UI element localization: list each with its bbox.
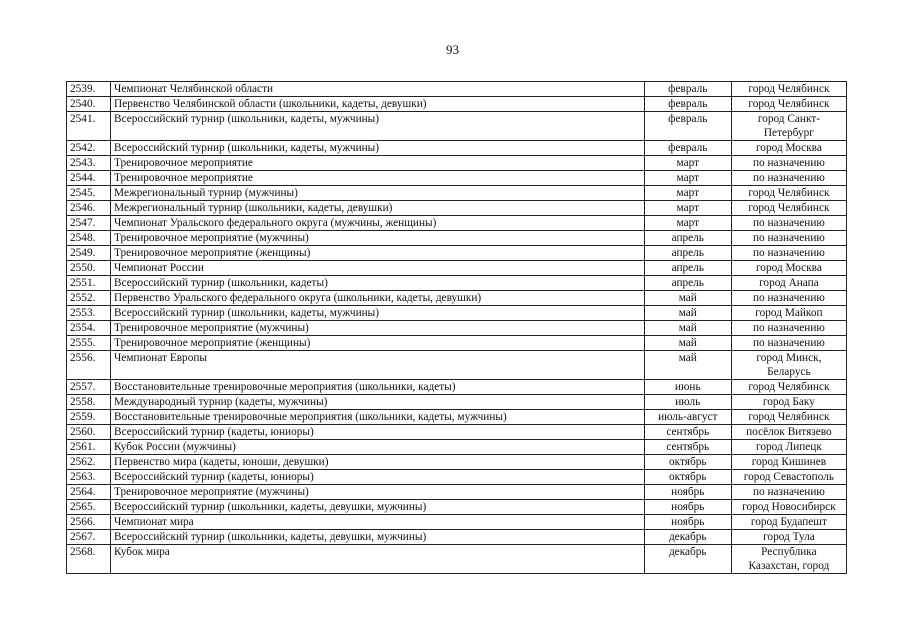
event-name: Тренировочное мероприятие [111,156,645,171]
event-place: посёлок Витязево [731,425,846,440]
row-number: 2560. [67,425,111,440]
event-month: март [644,171,731,186]
row-number: 2546. [67,201,111,216]
event-place: по назначению [731,156,846,171]
row-number: 2564. [67,485,111,500]
table-row [67,500,847,515]
row-number: 2568. [67,545,111,574]
event-name: Кубок мира [111,545,645,574]
table-row [67,216,847,231]
row-number: 2566. [67,515,111,530]
table-row [67,485,847,500]
table-row [67,470,847,485]
event-month: апрель [644,231,731,246]
event-name: Первенство мира (кадеты, юноши, девушки) [111,455,645,470]
row-number: 2544. [67,171,111,186]
table-row [67,291,847,306]
event-month: март [644,201,731,216]
row-number: 2552. [67,291,111,306]
table-row [67,425,847,440]
event-place: по назначению [731,291,846,306]
event-place: город Липецк [731,440,846,455]
event-month: февраль [644,112,731,141]
row-number: 2559. [67,410,111,425]
event-name: Восстановительные тренировочные мероприятия (школьники, кадеты, мужчины) [111,410,645,425]
row-number: 2540. [67,97,111,112]
row-number: 2539. [67,82,111,97]
event-place: город Новосибирск [731,500,846,515]
event-place: по назначению [731,485,846,500]
event-month: апрель [644,261,731,276]
event-place: по назначению [731,321,846,336]
table-row [67,545,847,574]
event-month: ноябрь [644,515,731,530]
event-place: город Челябинск [731,201,846,216]
event-month: октябрь [644,470,731,485]
page-number: 93 [446,42,459,57]
event-place: город Челябинск [731,186,846,201]
event-name: Тренировочное мероприятие (мужчины) [111,321,645,336]
event-place: по назначению [731,336,846,351]
event-name: Всероссийский турнир (школьники, кадеты, девушки, мужчины) [111,530,645,545]
event-place: по назначению [731,216,846,231]
event-name: Всероссийский турнир (школьники, кадеты, мужчины) [111,306,645,321]
event-month: ноябрь [644,500,731,515]
event-month: май [644,336,731,351]
table-row [67,395,847,410]
event-name: Всероссийский турнир (школьники, кадеты, мужчины) [111,112,645,141]
event-name: Международный турнир (кадеты, мужчины) [111,395,645,410]
table-row [67,351,847,380]
event-place: город Челябинск [731,82,846,97]
event-place: город Челябинск [731,97,846,112]
table-row [67,261,847,276]
row-number: 2545. [67,186,111,201]
event-name: Чемпионат России [111,261,645,276]
event-place: город Челябинск [731,410,846,425]
row-number: 2542. [67,141,111,156]
table-row [67,186,847,201]
event-month: май [644,321,731,336]
event-place: Республика Казахстан, город [731,545,846,574]
table-row [67,515,847,530]
event-month: декабрь [644,545,731,574]
table-row [67,112,847,141]
row-number: 2565. [67,500,111,515]
event-place: по назначению [731,231,846,246]
event-name: Межрегиональный турнир (мужчины) [111,186,645,201]
row-number: 2548. [67,231,111,246]
events-table [66,81,847,574]
event-place: по назначению [731,171,846,186]
table-row [67,141,847,156]
event-month: март [644,156,731,171]
event-name: Тренировочное мероприятие (женщины) [111,246,645,261]
event-name: Всероссийский турнир (кадеты, юниоры) [111,470,645,485]
event-name: Чемпионат мира [111,515,645,530]
row-number: 2551. [67,276,111,291]
table-row [67,201,847,216]
event-month: февраль [644,82,731,97]
table-row [67,171,847,186]
row-number: 2562. [67,455,111,470]
event-name: Чемпионат Челябинской области [111,82,645,97]
event-month: июль [644,395,731,410]
row-number: 2557. [67,380,111,395]
row-number: 2561. [67,440,111,455]
event-name: Всероссийский турнир (кадеты, юниоры) [111,425,645,440]
table-row [67,336,847,351]
row-number: 2543. [67,156,111,171]
events-table-body [67,82,847,574]
event-place: город Кишинев [731,455,846,470]
table-row [67,410,847,425]
event-month: сентябрь [644,440,731,455]
event-name: Всероссийский турнир (школьники, кадеты) [111,276,645,291]
row-number: 2567. [67,530,111,545]
table-row [67,321,847,336]
event-place: город Санкт-Петербург [731,112,846,141]
event-name: Первенство Челябинской области (школьники, кадеты, девушки) [111,97,645,112]
table-row [67,306,847,321]
event-place: город Минск, Беларусь [731,351,846,380]
row-number: 2558. [67,395,111,410]
table-row [67,231,847,246]
row-number: 2556. [67,351,111,380]
event-month: март [644,186,731,201]
event-name: Чемпионат Уральского федерального округа (мужчины, женщины) [111,216,645,231]
event-month: апрель [644,246,731,261]
event-place: город Москва [731,141,846,156]
table-row [67,97,847,112]
row-number: 2541. [67,112,111,141]
row-number: 2554. [67,321,111,336]
event-place: город Севастополь [731,470,846,485]
event-place: город Баку [731,395,846,410]
row-number: 2550. [67,261,111,276]
event-name: Восстановительные тренировочные мероприятия (школьники, кадеты) [111,380,645,395]
event-name: Межрегиональный турнир (школьники, кадеты, девушки) [111,201,645,216]
event-month: апрель [644,276,731,291]
table-row [67,380,847,395]
event-place: город Майкоп [731,306,846,321]
row-number: 2563. [67,470,111,485]
event-name: Тренировочное мероприятие (мужчины) [111,231,645,246]
event-month: февраль [644,141,731,156]
table-row [67,246,847,261]
event-name: Всероссийский турнир (школьники, кадеты, девушки, мужчины) [111,500,645,515]
table-row [67,440,847,455]
row-number: 2553. [67,306,111,321]
event-place: город Тула [731,530,846,545]
event-name: Чемпионат Европы [111,351,645,380]
event-month: сентябрь [644,425,731,440]
table-row [67,530,847,545]
event-month: июнь [644,380,731,395]
event-name: Тренировочное мероприятие (женщины) [111,336,645,351]
event-place: город Челябинск [731,380,846,395]
event-name: Первенство Уральского федерального округа (школьники, кадеты, девушки) [111,291,645,306]
event-month: февраль [644,97,731,112]
row-number: 2549. [67,246,111,261]
table-row [67,455,847,470]
event-month: май [644,306,731,321]
event-month: декабрь [644,530,731,545]
event-month: март [644,216,731,231]
event-month: май [644,291,731,306]
table-row [67,82,847,97]
event-name: Всероссийский турнир (школьники, кадеты, мужчины) [111,141,645,156]
event-name: Тренировочное мероприятие [111,171,645,186]
event-place: город Москва [731,261,846,276]
event-place: город Будапешт [731,515,846,530]
event-place: по назначению [731,246,846,261]
row-number: 2547. [67,216,111,231]
row-number: 2555. [67,336,111,351]
event-month: июль-август [644,410,731,425]
event-month: май [644,351,731,380]
event-place: город Анапа [731,276,846,291]
event-name: Кубок России (мужчины) [111,440,645,455]
event-month: ноябрь [644,485,731,500]
event-name: Тренировочное мероприятие (мужчины) [111,485,645,500]
event-month: октябрь [644,455,731,470]
table-row [67,276,847,291]
table-row [67,156,847,171]
